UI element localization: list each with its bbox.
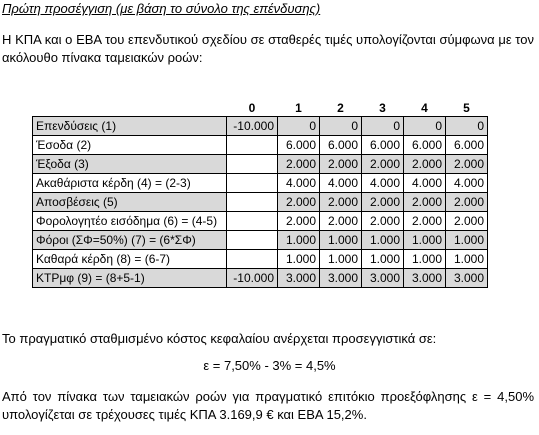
table-cell: 1.000 [362,250,404,269]
row-label: Ακαθάριστα κέρδη (4) = (2-3) [33,174,227,193]
table-row [33,136,488,155]
row-label: Αποσβέσεις (5) [33,193,227,212]
table-row [33,193,488,212]
table-row [33,174,488,193]
table-row [33,250,488,269]
table-row [33,212,488,231]
row-label: Φόροι (ΣΦ=50%) (7) = (6*ΣΦ) [33,231,227,250]
table-row [33,269,488,288]
table-cell: 2.000 [446,193,488,212]
table-cell: 3.000 [404,269,446,288]
table-cell: -10.000 [227,117,278,136]
table-cell: 3.000 [446,269,488,288]
table-cell: 1.000 [446,231,488,250]
table-cell: 3.000 [320,269,362,288]
table-cell: 0 [278,117,320,136]
column-header: 0 [248,100,256,115]
row-label: Επενδύσεις (1) [33,117,227,136]
table-cell: 2.000 [278,212,320,231]
table-header-row [33,99,488,117]
table-cell: 6.000 [404,136,446,155]
table-cell: 2.000 [446,212,488,231]
table-cell: 0 [446,117,488,136]
table-cell: 1.000 [278,250,320,269]
empty-cell [227,155,278,174]
table-cell: 1.000 [404,231,446,250]
table-row [33,117,488,136]
table-cell: 1.000 [362,231,404,250]
table-cell: 3.000 [362,269,404,288]
table-cell: 0 [320,117,362,136]
header-blank [33,99,227,117]
column-header: 1 [295,100,302,115]
table-cell: 2.000 [362,155,404,174]
table-cell: 2.000 [362,193,404,212]
empty-cell [227,136,278,155]
cost-paragraph: Το πραγματικό σταθμισμένο κόστος κεφαλαίου ανέρχεται προσεγγιστικά σε: [2,331,437,346]
table-cell: 2.000 [362,212,404,231]
row-label: Έσοδα (2) [33,136,227,155]
table-cell: 3.000 [278,269,320,288]
table-cell: 1.000 [320,231,362,250]
table-cell: 0 [362,117,404,136]
column-header: 4 [421,100,428,115]
table-cell: 4.000 [446,174,488,193]
empty-cell [227,174,278,193]
table-cell: 1.000 [404,250,446,269]
table-cell: 2.000 [320,193,362,212]
table-cell: 4.000 [404,174,446,193]
table-cell: 2.000 [404,212,446,231]
empty-cell [227,231,278,250]
table-cell: 6.000 [446,136,488,155]
empty-cell [227,193,278,212]
table-cell: 1.000 [446,250,488,269]
table-cell: 4.000 [362,174,404,193]
empty-cell [227,212,278,231]
cash-flow-table [32,99,488,288]
table-cell: 4.000 [278,174,320,193]
column-header: 2 [337,100,344,115]
empty-cell [227,250,278,269]
table-cell: 0 [404,117,446,136]
table-cell: 6.000 [320,136,362,155]
section-heading: Πρώτη προσέγγιση (με βάση το σύνολο της επένδυσης) [2,1,321,16]
table-cell: 2.000 [404,193,446,212]
table-cell: 6.000 [362,136,404,155]
row-label: ΚΤΡμφ (9) = (8+5-1) [33,269,227,288]
intro-paragraph: Η ΚΠΑ και ο ΕΒΑ του επενδυτικού σχεδίου σε σταθερές τιμές υπολογίζονται σύμφωνα με τον ακόλουθο πίνακα ταμειακών ροών: [2,32,534,65]
row-label: Έξοδα (3) [33,155,227,174]
row-label: Φορολογητέο εισόδημα (6) = (4-5) [33,212,227,231]
table-row [33,231,488,250]
table-cell: 2.000 [278,155,320,174]
discount-rate-formula: ε = 7,50% - 3% = 4,5% [203,358,336,373]
table-cell: 2.000 [446,155,488,174]
table-cell: 1.000 [320,250,362,269]
column-header: 5 [463,100,470,115]
table-cell: -10.000 [227,269,278,288]
row-label: Καθαρά κέρδη (8) = (6-7) [33,250,227,269]
table-cell: 2.000 [278,193,320,212]
conclusion-paragraph: Από τον πίνακα των ταμειακών ροών για πραγματικό επιτόκιο προεξόφλησης ε = 4,50% υπολογίζεται σε τρέχουσες τιμές ΚΠΑ 3.169,9 € και ΕΒΑ 15,2%. [2,389,534,422]
table-cell: 2.000 [320,155,362,174]
table-cell: 2.000 [404,155,446,174]
table-cell: 4.000 [320,174,362,193]
table-cell: 2.000 [320,212,362,231]
table-row [33,155,488,174]
table-cell: 1.000 [278,231,320,250]
table-cell: 6.000 [278,136,320,155]
column-header: 3 [379,100,386,115]
